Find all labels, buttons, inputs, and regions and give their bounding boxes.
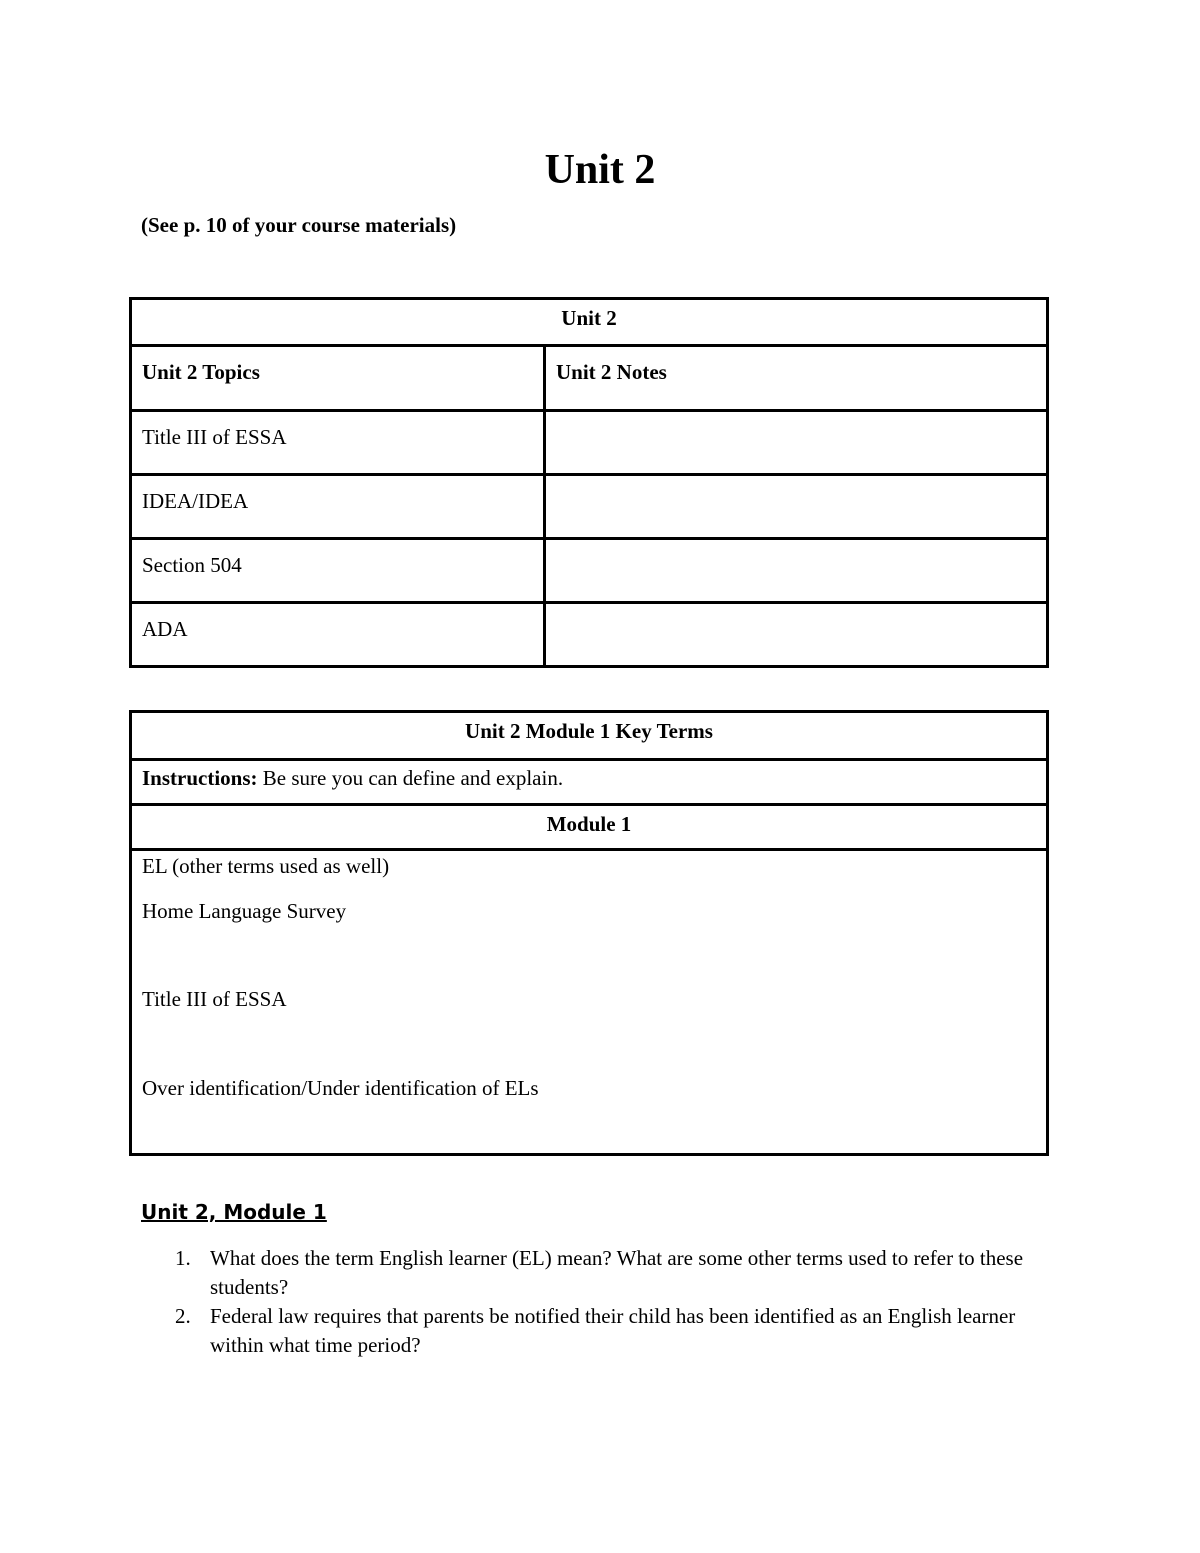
key-terms-table	[129, 710, 1049, 1156]
table-row	[132, 601, 1046, 665]
table-row	[132, 409, 1046, 473]
column-header-topics: Unit 2 Topics	[132, 347, 546, 409]
page-subtitle: (See p. 10 of your course materials)	[141, 213, 457, 237]
topic-cell: Title III of ESSA	[132, 412, 546, 473]
table-row	[132, 537, 1046, 601]
list-item	[172, 1302, 1062, 1360]
page-title: Unit 2	[544, 147, 656, 193]
list-item: Over identification/Under identification of ELs	[142, 1076, 539, 1100]
list-item: Title III of ESSA	[142, 987, 287, 1011]
module-section-heading: Unit 2, Module 1	[141, 1200, 327, 1224]
notes-cell[interactable]	[546, 540, 1046, 601]
topic-cell: Section 504	[132, 540, 546, 601]
topics-table-heading	[132, 300, 1046, 344]
list-item	[172, 1244, 1062, 1302]
key-terms-heading: Unit 2 Module 1 Key Terms	[465, 719, 713, 743]
notes-cell[interactable]	[546, 476, 1046, 537]
instructions-text: Be sure you can define and explain.	[257, 766, 564, 790]
question-text: Federal law requires that parents be notified their child has been identified as an English learner within what time period?	[210, 1304, 1016, 1357]
question-list	[172, 1244, 1062, 1360]
topic-cell: ADA	[132, 604, 546, 665]
table-row	[132, 473, 1046, 537]
module-heading-row: Module 1	[132, 803, 1046, 848]
instructions-row	[132, 758, 1046, 803]
question-text: What does the term English learner (EL) mean? What are some other terms used to refer to these students?	[210, 1246, 1024, 1299]
topics-table	[129, 297, 1049, 668]
column-header-notes: Unit 2 Notes	[556, 360, 667, 384]
key-terms-list[interactable]	[132, 848, 1046, 1153]
question-number: 2.	[175, 1304, 191, 1328]
list-item: EL (other terms used as well)	[142, 854, 390, 878]
topic-cell: IDEA/IDEA	[132, 476, 546, 537]
instructions-label: Instructions:	[142, 766, 258, 790]
topics-table-header-row	[132, 344, 1046, 409]
notes-cell[interactable]	[546, 604, 1046, 665]
list-item: Home Language Survey	[142, 899, 347, 923]
notes-cell[interactable]	[546, 412, 1046, 473]
question-number: 1.	[175, 1246, 191, 1270]
topics-table-title: Unit 2	[561, 306, 617, 330]
